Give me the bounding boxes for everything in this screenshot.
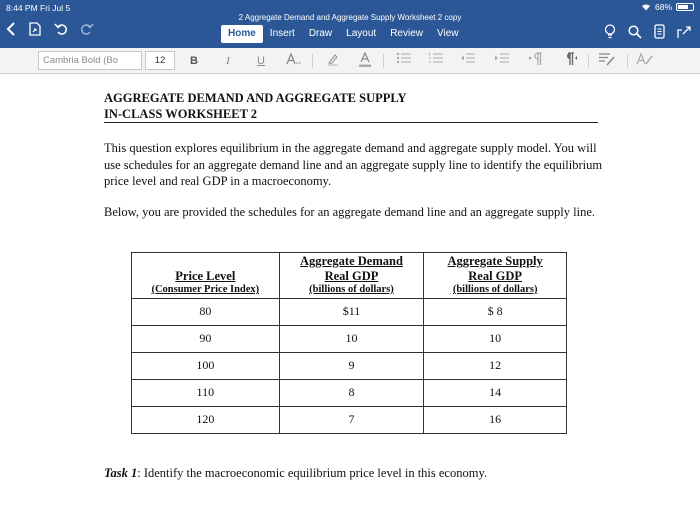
- cell-aggregate-demand: 10: [279, 326, 424, 353]
- redo-icon[interactable]: [80, 22, 94, 36]
- table-row: [132, 407, 567, 434]
- italic-button[interactable]: I: [226, 55, 230, 67]
- font-color-icon[interactable]: [357, 52, 373, 70]
- undo-icon[interactable]: [54, 22, 68, 36]
- header-aggregate-supply: [424, 253, 567, 299]
- text-effects-icon[interactable]: [284, 52, 302, 70]
- cell-aggregate-supply: 16: [424, 407, 567, 434]
- tab-draw[interactable]: Draw: [308, 28, 333, 39]
- lightbulb-icon[interactable]: [604, 24, 616, 39]
- font-name-field[interactable]: Cambria Bold (Bo: [38, 51, 142, 70]
- header-sub-text: (Consumer Price Index): [151, 284, 260, 295]
- tab-review[interactable]: Review: [390, 28, 423, 39]
- schedule-table: [131, 252, 567, 434]
- cell-aggregate-demand: $11: [279, 299, 424, 326]
- table-header-row: [132, 253, 567, 299]
- cell-aggregate-supply: 10: [424, 326, 567, 353]
- cell-price-level: 120: [132, 407, 280, 434]
- ribbon-tabs: [221, 25, 465, 43]
- ribbon-divider: [588, 54, 589, 68]
- header-main-text: Aggregate Supply: [447, 254, 543, 268]
- cell-aggregate-supply: 12: [424, 353, 567, 380]
- cell-aggregate-demand: 8: [279, 380, 424, 407]
- document-heading: [104, 90, 407, 122]
- battery-percent: 68%: [654, 2, 672, 12]
- table-row: [132, 326, 567, 353]
- formatting-ribbon: [0, 48, 700, 74]
- underline-button[interactable]: U: [257, 55, 265, 67]
- cell-price-level: 80: [132, 299, 280, 326]
- table-row: [132, 380, 567, 407]
- cell-price-level: 90: [132, 326, 280, 353]
- heading-underline: [104, 122, 598, 123]
- ribbon-divider: [383, 54, 384, 68]
- heading-line-2: IN-CLASS WORKSHEET 2: [104, 107, 258, 121]
- tab-layout[interactable]: Layout: [346, 28, 377, 39]
- battery-icon: [676, 3, 694, 11]
- intro-paragraph: This question explores equilibrium in the aggregate demand and aggregate supply model. You will use schedules for an aggregate demand line and an aggregate supply line to identify the equilibrium price level and real GDP in a macroeconomy.: [104, 141, 603, 188]
- file-menu-icon[interactable]: [28, 22, 42, 36]
- font-size-field[interactable]: 12: [145, 51, 175, 70]
- header-sub-text: (billions of dollars): [309, 284, 394, 295]
- tab-view[interactable]: View: [436, 28, 459, 39]
- highlight-icon[interactable]: [325, 52, 341, 70]
- table-row: [132, 353, 567, 380]
- mobile-view-icon[interactable]: [654, 24, 665, 39]
- document-page[interactable]: [0, 74, 700, 525]
- task-1-prompt: [104, 466, 487, 481]
- tab-insert[interactable]: Insert: [269, 28, 295, 39]
- cell-aggregate-demand: 7: [279, 407, 424, 434]
- header-main-text: Price Level: [175, 269, 236, 283]
- status-indicators: [641, 2, 694, 12]
- cell-aggregate-supply: $ 8: [424, 299, 567, 326]
- right-toolbar: [604, 24, 692, 39]
- decrease-indent-icon[interactable]: [460, 52, 476, 70]
- numbering-icon[interactable]: [428, 52, 444, 70]
- tab-home[interactable]: Home: [221, 25, 263, 43]
- header-aggregate-demand: [279, 253, 424, 299]
- clear-formatting-icon[interactable]: [636, 52, 654, 70]
- header-main-text: Real GDP: [468, 269, 523, 283]
- styles-icon[interactable]: [598, 52, 616, 70]
- header-main-text: Real GDP: [324, 269, 379, 283]
- paragraph-marks-icon[interactable]: [562, 52, 578, 70]
- ltr-paragraph-icon[interactable]: [528, 52, 544, 70]
- header-main-text: Aggregate Demand: [300, 254, 403, 268]
- cell-price-level: 110: [132, 380, 280, 407]
- ribbon-divider: [627, 54, 628, 68]
- table-row: [132, 299, 567, 326]
- search-icon[interactable]: [628, 25, 642, 39]
- share-icon[interactable]: [677, 25, 692, 39]
- increase-indent-icon[interactable]: [494, 52, 510, 70]
- task-text: : Identify the macroeconomic equilibrium price level in this economy.: [137, 466, 488, 480]
- schedule-paragraph: Below, you are provided the schedules for an aggregate demand line and an aggregate supply line.: [104, 205, 596, 219]
- status-time: 8:44 PM Fri Jul 5: [6, 3, 71, 13]
- header-price-level: [132, 253, 280, 299]
- document-title: 2 Aggregate Demand and Aggregate Supply Worksheet 2 copy: [238, 13, 462, 22]
- task-label: Task 1: [104, 466, 138, 480]
- nav-icons: [6, 22, 94, 36]
- back-icon[interactable]: [6, 22, 16, 36]
- bullets-icon[interactable]: [396, 52, 412, 70]
- title-bar: [0, 0, 700, 48]
- cell-price-level: 100: [132, 353, 280, 380]
- wifi-icon: [641, 3, 651, 11]
- cell-aggregate-supply: 14: [424, 380, 567, 407]
- ribbon-divider: [312, 54, 313, 68]
- header-sub-text: (billions of dollars): [452, 284, 538, 295]
- heading-line-1: AGGREGATE DEMAND AND AGGREGATE SUPPLY: [104, 91, 407, 105]
- cell-aggregate-demand: 9: [279, 353, 424, 380]
- bold-button[interactable]: B: [190, 55, 198, 67]
